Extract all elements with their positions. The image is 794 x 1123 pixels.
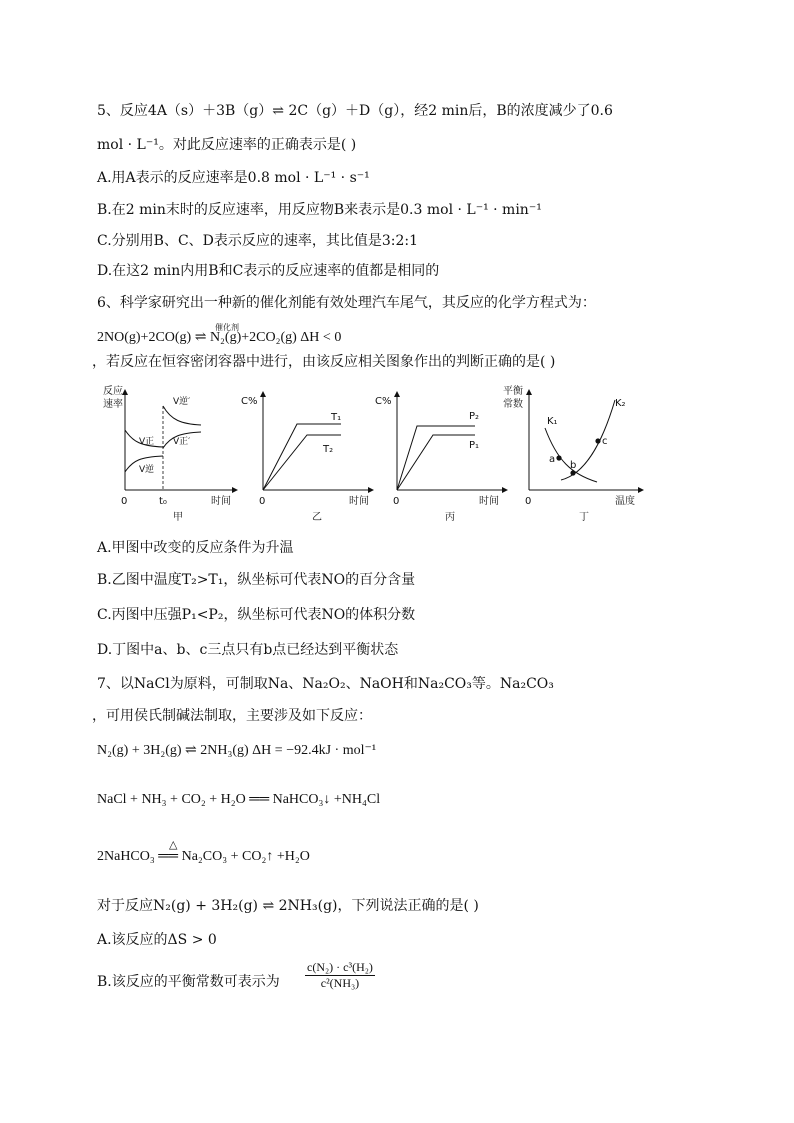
- bing-p1-line: [397, 435, 475, 490]
- ding-a-label: a: [549, 454, 556, 465]
- yi-ylabel: C%: [241, 396, 258, 407]
- q6-option-a: A.甲图中改变的反应条件为升温: [97, 540, 294, 556]
- ding-c-label: c: [602, 436, 608, 447]
- jia-v-zheng: V正: [139, 437, 155, 447]
- q5-option-d: D.在这2 min内用B和C表示的反应速率的值都是相同的: [97, 263, 440, 279]
- figure-yi: [241, 392, 373, 523]
- q6-catalyst-label: 催化剂: [215, 323, 239, 332]
- q7-stem-line-1: 7、以NaCl为原料，可制取Na、Na₂O₂、NaOH和Na₂CO₃等。Na₂CO₃: [97, 676, 554, 692]
- ding-point-c: [595, 438, 600, 443]
- ding-point-a: [556, 455, 561, 460]
- jia-t0: t₀: [159, 496, 167, 507]
- ding-caption: 丁: [579, 512, 589, 523]
- ding-ylabel-2: 常数: [503, 399, 523, 410]
- q7-equation-3: [97, 839, 310, 867]
- jia-v-zheng-top: V正′: [173, 437, 191, 447]
- yi-origin: 0: [259, 496, 266, 507]
- figure-bing: [375, 392, 507, 523]
- jia-origin: 0: [121, 496, 128, 507]
- jia-ylabel-1: 反应: [103, 386, 123, 397]
- bing-caption: 丙: [445, 512, 455, 523]
- q6-option-b: B.乙图中温度T₂>T₁，纵坐标可代表NO的百分含量: [97, 572, 416, 588]
- yi-t1-line: [263, 424, 341, 490]
- ding-ylabel-1: 平衡: [503, 386, 523, 397]
- ding-origin: 0: [525, 496, 532, 507]
- q5-stem-line-1: 5、反应4A（s）＋3B（g）⇌ 2C（g）＋D（g），经2 min后，B的浓度减少了0.6: [97, 103, 613, 119]
- q6-stem-line-2: ，若反应在恒容密闭容器中进行，由该反应相关图象作出的判断正确的是( ): [92, 354, 556, 370]
- jia-caption: 甲: [173, 512, 183, 523]
- q6-figures-svg: [97, 382, 657, 524]
- q7-option-a: A.该反应的ΔS > 0: [97, 932, 217, 948]
- q7-equation-3-text: 2NaHCO₃ ══ Na₂CO₃ + CO₂↑ +H₂O: [97, 849, 310, 864]
- fraction-denominator: c²(NH₃): [305, 975, 375, 991]
- q7-option-b: [97, 972, 280, 992]
- jia-v-ni-prime-curve: [163, 406, 201, 425]
- q7-option-b-prefix: B.该反应的平衡常数可表示为: [97, 974, 280, 990]
- ding-k1-label: K₁: [547, 416, 558, 427]
- bing-origin: 0: [393, 496, 400, 507]
- ding-point-b: [570, 470, 575, 475]
- q7-stem-line-2: ，可用侯氏制碱法制取，主要涉及如下反应：: [92, 708, 372, 724]
- bing-p2-line: [397, 426, 475, 490]
- q5-option-a: A.用A表示的反应速率是0.8 mol · L⁻¹ · s⁻¹: [97, 170, 370, 186]
- q6-equation-text: 2NO(g)+2CO(g) ⇌ N₂(g)+2CO₂(g) ΔH < 0: [97, 330, 342, 345]
- bing-ylabel: C%: [375, 396, 392, 407]
- jia-xlabel: 时间: [211, 496, 231, 507]
- q7-equation-1: N₂(g) + 3H₂(g) ⇌ 2NH₃(g) ΔH = −92.4kJ · mol⁻¹: [97, 743, 377, 758]
- q5-option-c: C.分别用B、C、D表示反应的速率，其比值是3:2:1: [97, 233, 419, 249]
- bing-xlabel: 时间: [479, 496, 499, 507]
- figure-jia: [103, 384, 237, 523]
- q5-option-b: B.在2 min末时的反应速率，用反应物B来表示是0.3 mol · L⁻¹ · min⁻¹: [97, 202, 542, 218]
- q6-stem-line-1: 6、科学家研究出一种新的催化剂能有效处理汽车尾气，其反应的化学方程式为：: [97, 295, 596, 311]
- q7-stem-line-3: 对于反应N₂(g) + 3H₂(g) ⇌ 2NH₃(g)，下列说法正确的是( ): [97, 898, 479, 914]
- q6-figures: [97, 382, 657, 524]
- q6-option-d: D.丁图中a、b、c三点只有b点已经达到平衡状态: [97, 642, 399, 658]
- figure-ding: [503, 384, 643, 523]
- jia-v-ni-top: V逆′: [173, 397, 191, 407]
- ding-b-label: b: [570, 460, 577, 471]
- bing-p2-label: P₂: [469, 411, 480, 422]
- jia-v-ni: V逆: [139, 465, 155, 475]
- q6-option-c: C.丙图中压强P₁<P₂，纵坐标可代表NO的体积分数: [97, 607, 416, 623]
- q5-stem-line-2: mol · L⁻¹。对此反应速率的正确表示是( ): [97, 137, 357, 153]
- q6-equation: [97, 323, 342, 348]
- q7-equation-2: NaCl + NH₃ + CO₂ + H₂O ══ NaHCO₃↓ +NH₄Cl: [97, 792, 381, 807]
- ding-xlabel: 温度: [615, 496, 635, 507]
- yi-xlabel: 时间: [349, 496, 369, 507]
- yi-t1-label: T₁: [331, 412, 342, 423]
- q7-heat-symbol: △: [169, 839, 178, 851]
- bing-p1-label: P₁: [469, 440, 480, 451]
- q7-fraction: [305, 960, 375, 991]
- yi-caption: 乙: [312, 512, 322, 523]
- fraction-numerator: c(N₂) · c³(H₂): [307, 960, 373, 974]
- jia-ylabel-2: 速率: [103, 399, 123, 410]
- ding-k2-label: K₂: [615, 398, 626, 409]
- yi-t2-label: T₂: [323, 444, 334, 455]
